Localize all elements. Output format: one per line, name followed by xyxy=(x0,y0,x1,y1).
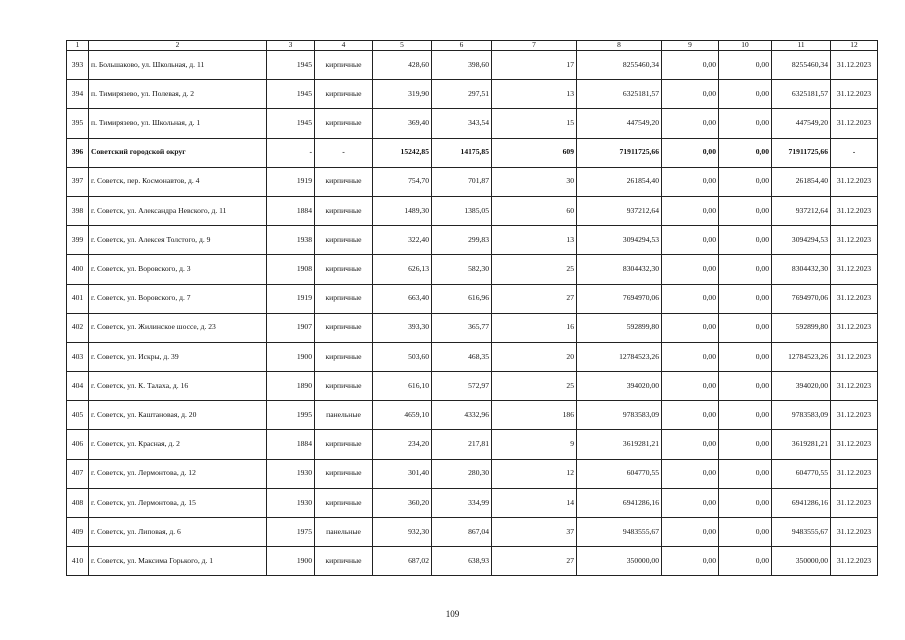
material-cell: кирпичные xyxy=(315,226,373,255)
fund-cell: 0,00 xyxy=(662,80,719,109)
living-area-cell: 616,96 xyxy=(432,284,492,313)
column-header: 8 xyxy=(577,41,662,51)
total-area-cell: 932,30 xyxy=(373,518,432,547)
total-cost-cell: 71911725,66 xyxy=(577,138,662,167)
address-cell: г. Советск, ул. Липовая, д. 6 xyxy=(89,518,267,547)
other-funds-cell: 447549,20 xyxy=(772,109,831,138)
row-number-cell: 407 xyxy=(67,459,89,488)
total-area-cell: 428,60 xyxy=(373,51,432,80)
residents-cell: 9 xyxy=(492,430,577,459)
total-cost-cell: 3094294,53 xyxy=(577,226,662,255)
other-funds-cell: 3619281,21 xyxy=(772,430,831,459)
total-cost-cell: 8255460,34 xyxy=(577,51,662,80)
fund-cell: 0,00 xyxy=(662,226,719,255)
total-cost-cell: 447549,20 xyxy=(577,109,662,138)
living-area-cell: 280,30 xyxy=(432,459,492,488)
row-number-cell: 402 xyxy=(67,313,89,342)
total-area-cell: 687,02 xyxy=(373,547,432,576)
living-area-cell: 334,99 xyxy=(432,488,492,517)
budget-cell: 0,00 xyxy=(719,226,772,255)
year-cell: 1945 xyxy=(267,51,315,80)
budget-cell: 0,00 xyxy=(719,488,772,517)
year-cell: 1884 xyxy=(267,196,315,225)
deadline-cell: 31.12.2023 xyxy=(831,459,878,488)
material-cell: - xyxy=(315,138,373,167)
fund-cell: 0,00 xyxy=(662,255,719,284)
address-cell: г. Советск, ул. Жилинское шоссе, д. 23 xyxy=(89,313,267,342)
address-cell: г. Советск, ул. Красная, д. 2 xyxy=(89,430,267,459)
year-cell: 1908 xyxy=(267,255,315,284)
total-cost-cell: 8304432,30 xyxy=(577,255,662,284)
residents-cell: 12 xyxy=(492,459,577,488)
budget-cell: 0,00 xyxy=(719,372,772,401)
column-header: 5 xyxy=(373,41,432,51)
living-area-cell: 701,87 xyxy=(432,167,492,196)
residents-cell: 17 xyxy=(492,51,577,80)
address-cell: п. Тимирязево, ул. Школьная, д. 1 xyxy=(89,109,267,138)
deadline-cell: 31.12.2023 xyxy=(831,488,878,517)
year-cell: 1900 xyxy=(267,547,315,576)
table-row xyxy=(67,313,878,342)
residents-cell: 27 xyxy=(492,284,577,313)
deadline-cell: 31.12.2023 xyxy=(831,401,878,430)
row-number-cell: 396 xyxy=(67,138,89,167)
living-area-cell: 217,81 xyxy=(432,430,492,459)
table-row xyxy=(67,459,878,488)
other-funds-cell: 350000,00 xyxy=(772,547,831,576)
living-area-cell: 1385,05 xyxy=(432,196,492,225)
residents-cell: 15 xyxy=(492,109,577,138)
material-cell: кирпичные xyxy=(315,342,373,371)
total-area-cell: 322,40 xyxy=(373,226,432,255)
other-funds-cell: 394020,00 xyxy=(772,372,831,401)
address-cell: г. Советск, ул. Искры, д. 39 xyxy=(89,342,267,371)
table-row xyxy=(67,547,878,576)
total-cost-cell: 12784523,26 xyxy=(577,342,662,371)
year-cell: 1930 xyxy=(267,459,315,488)
fund-cell: 0,00 xyxy=(662,401,719,430)
row-number-cell: 397 xyxy=(67,167,89,196)
other-funds-cell: 3094294,53 xyxy=(772,226,831,255)
residents-cell: 16 xyxy=(492,313,577,342)
year-cell: 1884 xyxy=(267,430,315,459)
fund-cell: 0,00 xyxy=(662,51,719,80)
total-cost-cell: 6325181,57 xyxy=(577,80,662,109)
material-cell: кирпичные xyxy=(315,547,373,576)
material-cell: панельные xyxy=(315,518,373,547)
total-area-cell: 616,10 xyxy=(373,372,432,401)
column-header: 10 xyxy=(719,41,772,51)
living-area-cell: 398,60 xyxy=(432,51,492,80)
table-row xyxy=(67,518,878,547)
row-number-cell: 404 xyxy=(67,372,89,401)
other-funds-cell: 6941286,16 xyxy=(772,488,831,517)
residents-cell: 25 xyxy=(492,372,577,401)
year-cell: 1900 xyxy=(267,342,315,371)
fund-cell: 0,00 xyxy=(662,459,719,488)
total-area-cell: 663,40 xyxy=(373,284,432,313)
budget-cell: 0,00 xyxy=(719,518,772,547)
fund-cell: 0,00 xyxy=(662,313,719,342)
budget-cell: 0,00 xyxy=(719,51,772,80)
year-cell: 1995 xyxy=(267,401,315,430)
address-cell: г. Советск, ул. Каштановая, д. 20 xyxy=(89,401,267,430)
column-header: 1 xyxy=(67,41,89,51)
deadline-cell: 31.12.2023 xyxy=(831,196,878,225)
column-header: 9 xyxy=(662,41,719,51)
fund-cell: 0,00 xyxy=(662,518,719,547)
row-number-cell: 403 xyxy=(67,342,89,371)
address-cell: г. Советск, ул. Максима Горького, д. 1 xyxy=(89,547,267,576)
material-cell: кирпичные xyxy=(315,255,373,284)
deadline-cell: 31.12.2023 xyxy=(831,80,878,109)
budget-cell: 0,00 xyxy=(719,138,772,167)
other-funds-cell: 8255460,34 xyxy=(772,51,831,80)
residents-cell: 14 xyxy=(492,488,577,517)
housing-table xyxy=(66,40,878,576)
deadline-cell: 31.12.2023 xyxy=(831,284,878,313)
deadline-cell: 31.12.2023 xyxy=(831,51,878,80)
other-funds-cell: 937212,64 xyxy=(772,196,831,225)
other-funds-cell: 8304432,30 xyxy=(772,255,831,284)
row-number-cell: 395 xyxy=(67,109,89,138)
table-row xyxy=(67,255,878,284)
total-area-cell: 1489,30 xyxy=(373,196,432,225)
fund-cell: 0,00 xyxy=(662,109,719,138)
residents-cell: 186 xyxy=(492,401,577,430)
budget-cell: 0,00 xyxy=(719,284,772,313)
fund-cell: 0,00 xyxy=(662,372,719,401)
budget-cell: 0,00 xyxy=(719,459,772,488)
budget-cell: 0,00 xyxy=(719,342,772,371)
column-header: 4 xyxy=(315,41,373,51)
table-row xyxy=(67,488,878,517)
header-row xyxy=(67,41,878,51)
row-number-cell: 408 xyxy=(67,488,89,517)
address-cell: г. Советск, ул. Лермонтова, д. 12 xyxy=(89,459,267,488)
year-cell: 1907 xyxy=(267,313,315,342)
row-number-cell: 406 xyxy=(67,430,89,459)
other-funds-cell: 12784523,26 xyxy=(772,342,831,371)
year-cell: 1930 xyxy=(267,488,315,517)
living-area-cell: 299,83 xyxy=(432,226,492,255)
row-number-cell: 405 xyxy=(67,401,89,430)
fund-cell: 0,00 xyxy=(662,430,719,459)
deadline-cell: 31.12.2023 xyxy=(831,226,878,255)
residents-cell: 25 xyxy=(492,255,577,284)
address-cell: г. Советск, пер. Космонавтов, д. 4 xyxy=(89,167,267,196)
fund-cell: 0,00 xyxy=(662,167,719,196)
column-header: 6 xyxy=(432,41,492,51)
fund-cell: 0,00 xyxy=(662,342,719,371)
total-area-cell: 234,20 xyxy=(373,430,432,459)
budget-cell: 0,00 xyxy=(719,401,772,430)
total-cost-cell: 6941286,16 xyxy=(577,488,662,517)
table-row xyxy=(67,196,878,225)
deadline-cell: - xyxy=(831,138,878,167)
year-cell: 1975 xyxy=(267,518,315,547)
material-cell: кирпичные xyxy=(315,488,373,517)
other-funds-cell: 604770,55 xyxy=(772,459,831,488)
table-row xyxy=(67,80,878,109)
material-cell: кирпичные xyxy=(315,284,373,313)
column-header: 12 xyxy=(831,41,878,51)
year-cell: 1945 xyxy=(267,109,315,138)
table-row xyxy=(67,372,878,401)
table-row xyxy=(67,226,878,255)
year-cell: 1890 xyxy=(267,372,315,401)
table-row xyxy=(67,284,878,313)
table-total-row xyxy=(67,138,878,167)
row-number-cell: 398 xyxy=(67,196,89,225)
fund-cell: 0,00 xyxy=(662,488,719,517)
total-cost-cell: 9783583,09 xyxy=(577,401,662,430)
residents-cell: 13 xyxy=(492,226,577,255)
deadline-cell: 31.12.2023 xyxy=(831,313,878,342)
budget-cell: 0,00 xyxy=(719,547,772,576)
row-number-cell: 409 xyxy=(67,518,89,547)
fund-cell: 0,00 xyxy=(662,196,719,225)
total-cost-cell: 7694970,06 xyxy=(577,284,662,313)
material-cell: кирпичные xyxy=(315,430,373,459)
column-header: 11 xyxy=(772,41,831,51)
fund-cell: 0,00 xyxy=(662,138,719,167)
material-cell: кирпичные xyxy=(315,196,373,225)
total-area-cell: 15242,85 xyxy=(373,138,432,167)
total-cost-cell: 937212,64 xyxy=(577,196,662,225)
material-cell: кирпичные xyxy=(315,459,373,488)
column-header: 7 xyxy=(492,41,577,51)
material-cell: кирпичные xyxy=(315,167,373,196)
address-cell: п. Тимирязево, ул. Полевая, д. 2 xyxy=(89,80,267,109)
total-area-cell: 319,90 xyxy=(373,80,432,109)
living-area-cell: 582,30 xyxy=(432,255,492,284)
deadline-cell: 31.12.2023 xyxy=(831,518,878,547)
total-cost-cell: 3619281,21 xyxy=(577,430,662,459)
page-number: 109 xyxy=(445,609,460,619)
row-number-cell: 393 xyxy=(67,51,89,80)
table-row xyxy=(67,342,878,371)
table-row xyxy=(67,109,878,138)
year-cell: 1938 xyxy=(267,226,315,255)
other-funds-cell: 261854,40 xyxy=(772,167,831,196)
deadline-cell: 31.12.2023 xyxy=(831,167,878,196)
table-row xyxy=(67,401,878,430)
living-area-cell: 14175,85 xyxy=(432,138,492,167)
table-row xyxy=(67,430,878,459)
living-area-cell: 297,51 xyxy=(432,80,492,109)
total-area-cell: 4659,10 xyxy=(373,401,432,430)
address-cell: п. Большаково, ул. Школьная, д. 11 xyxy=(89,51,267,80)
residents-cell: 609 xyxy=(492,138,577,167)
other-funds-cell: 7694970,06 xyxy=(772,284,831,313)
material-cell: кирпичные xyxy=(315,372,373,401)
year-cell: 1919 xyxy=(267,167,315,196)
other-funds-cell: 6325181,57 xyxy=(772,80,831,109)
total-cost-cell: 261854,40 xyxy=(577,167,662,196)
total-area-cell: 369,40 xyxy=(373,109,432,138)
material-cell: кирпичные xyxy=(315,313,373,342)
budget-cell: 0,00 xyxy=(719,80,772,109)
table-row xyxy=(67,167,878,196)
fund-cell: 0,00 xyxy=(662,284,719,313)
year-cell: - xyxy=(267,138,315,167)
living-area-cell: 365,77 xyxy=(432,313,492,342)
deadline-cell: 31.12.2023 xyxy=(831,372,878,401)
row-number-cell: 400 xyxy=(67,255,89,284)
residents-cell: 37 xyxy=(492,518,577,547)
budget-cell: 0,00 xyxy=(719,167,772,196)
deadline-cell: 31.12.2023 xyxy=(831,547,878,576)
address-cell: г. Советск, ул. Александра Невского, д. 11 xyxy=(89,196,267,225)
material-cell: кирпичные xyxy=(315,80,373,109)
address-cell: г. Советск, ул. Воровского, д. 3 xyxy=(89,255,267,284)
deadline-cell: 31.12.2023 xyxy=(831,342,878,371)
material-cell: кирпичные xyxy=(315,109,373,138)
address-cell: г. Советск, ул. Алексея Толстого, д. 9 xyxy=(89,226,267,255)
budget-cell: 0,00 xyxy=(719,313,772,342)
budget-cell: 0,00 xyxy=(719,430,772,459)
row-number-cell: 394 xyxy=(67,80,89,109)
column-header: 2 xyxy=(89,41,267,51)
total-cost-cell: 394020,00 xyxy=(577,372,662,401)
total-area-cell: 393,30 xyxy=(373,313,432,342)
total-area-cell: 754,70 xyxy=(373,167,432,196)
address-cell: г. Советск, ул. Лермонтова, д. 15 xyxy=(89,488,267,517)
fund-cell: 0,00 xyxy=(662,547,719,576)
residents-cell: 13 xyxy=(492,80,577,109)
budget-cell: 0,00 xyxy=(719,109,772,138)
address-cell: г. Советск, ул. К. Талаха, д. 16 xyxy=(89,372,267,401)
year-cell: 1945 xyxy=(267,80,315,109)
deadline-cell: 31.12.2023 xyxy=(831,255,878,284)
total-area-cell: 503,60 xyxy=(373,342,432,371)
living-area-cell: 468,35 xyxy=(432,342,492,371)
other-funds-cell: 592899,80 xyxy=(772,313,831,342)
column-header: 3 xyxy=(267,41,315,51)
address-cell: Советский городской округ xyxy=(89,138,267,167)
living-area-cell: 572,97 xyxy=(432,372,492,401)
residents-cell: 30 xyxy=(492,167,577,196)
row-number-cell: 410 xyxy=(67,547,89,576)
other-funds-cell: 71911725,66 xyxy=(772,138,831,167)
budget-cell: 0,00 xyxy=(719,255,772,284)
living-area-cell: 638,93 xyxy=(432,547,492,576)
total-area-cell: 301,40 xyxy=(373,459,432,488)
total-area-cell: 626,13 xyxy=(373,255,432,284)
total-cost-cell: 9483555,67 xyxy=(577,518,662,547)
material-cell: панельные xyxy=(315,401,373,430)
living-area-cell: 343,54 xyxy=(432,109,492,138)
deadline-cell: 31.12.2023 xyxy=(831,109,878,138)
residents-cell: 60 xyxy=(492,196,577,225)
year-cell: 1919 xyxy=(267,284,315,313)
total-cost-cell: 350000,00 xyxy=(577,547,662,576)
residents-cell: 27 xyxy=(492,547,577,576)
other-funds-cell: 9483555,67 xyxy=(772,518,831,547)
budget-cell: 0,00 xyxy=(719,196,772,225)
row-number-cell: 401 xyxy=(67,284,89,313)
residents-cell: 20 xyxy=(492,342,577,371)
table-row xyxy=(67,51,878,80)
total-area-cell: 360,20 xyxy=(373,488,432,517)
total-cost-cell: 604770,55 xyxy=(577,459,662,488)
material-cell: кирпичные xyxy=(315,51,373,80)
other-funds-cell: 9783583,09 xyxy=(772,401,831,430)
total-cost-cell: 592899,80 xyxy=(577,313,662,342)
living-area-cell: 867,04 xyxy=(432,518,492,547)
living-area-cell: 4332,96 xyxy=(432,401,492,430)
address-cell: г. Советск, ул. Воровского, д. 7 xyxy=(89,284,267,313)
deadline-cell: 31.12.2023 xyxy=(831,430,878,459)
row-number-cell: 399 xyxy=(67,226,89,255)
